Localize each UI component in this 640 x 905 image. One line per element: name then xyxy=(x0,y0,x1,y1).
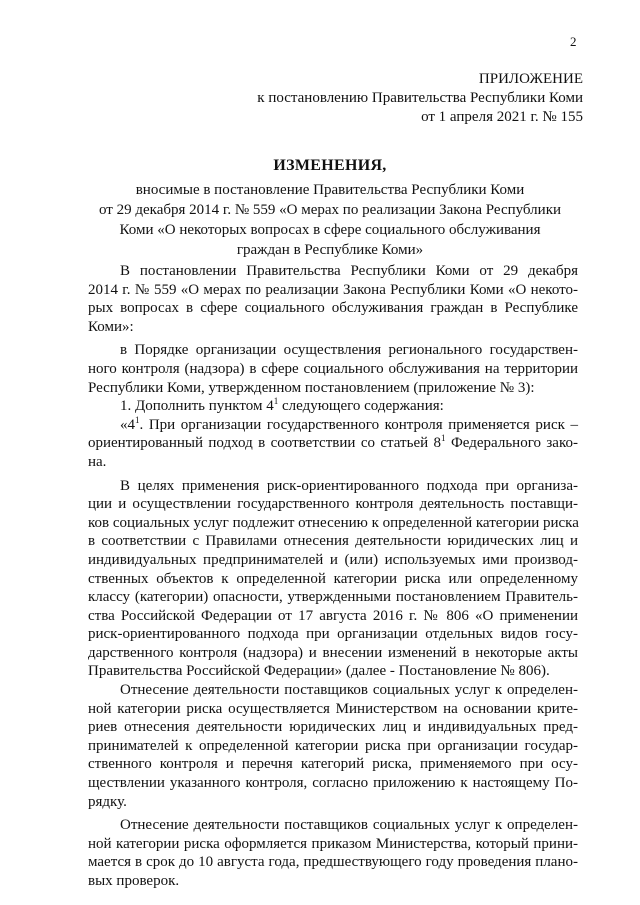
text-line: классу (категории) опасности, утвержденными постановлением Правитель- xyxy=(88,589,578,606)
text-line: Республики Коми, утвержденном постановлением (приложение № 3): xyxy=(88,379,535,396)
title-line: от 29 декабря 2014 г. № 559 «О мерах по реализации Закона Республики xyxy=(98,202,562,218)
text-line: ственного контроля и перечня категорий риска, применяемого при осу- xyxy=(88,756,578,773)
text-fragment: Федерального зако- xyxy=(445,435,578,452)
text-fragment: 1. Дополнить пунктом 4 xyxy=(120,398,274,415)
title-line: Коми «О некоторых вопросах в сфере социального обслуживания xyxy=(119,222,541,238)
paragraph-6 xyxy=(88,681,578,811)
text-line xyxy=(88,416,578,435)
text-line: ства Российской Федерации от 17 августа 2016 г. № 806 «О применении xyxy=(88,607,578,624)
text-line: в соответствии с Правилами отнесения деятельности юридических лиц и xyxy=(88,533,578,550)
text-line: риск-ориентированного подхода при организации отдельных видов госу- xyxy=(88,626,578,643)
text-line: рых вопросах в сфере социального обслуживания граждан в Республике xyxy=(88,300,578,317)
text-line: Коми»: xyxy=(88,318,134,335)
text-line: ции и осуществлении государственного контроля деятельность поставщи- xyxy=(88,496,578,513)
paragraph-3 xyxy=(88,397,578,416)
paragraph-2 xyxy=(88,341,578,397)
text-line: на. xyxy=(88,453,107,470)
superscript: 1 xyxy=(135,414,140,425)
text-line: риев отнесения деятельности юридических лиц и индивидуальных пред- xyxy=(88,719,578,736)
text-fragment: ориентированный подход в соответствии со статьей 8 xyxy=(88,435,442,452)
text-fragment: . При организации государственного контроля применяется риск – xyxy=(139,416,578,433)
paragraph-7 xyxy=(88,816,578,890)
page-number: 2 xyxy=(570,34,577,49)
text-line: принимателей к определенной категории риска при организации государ- xyxy=(88,737,578,754)
title-line: вносимые в постановление Правительства Республики Коми xyxy=(135,182,525,198)
text-line: ного контроля (надзора) в сфере социального обслуживания на территории xyxy=(88,360,578,377)
title-line: граждан в Республике Коми» xyxy=(236,242,424,258)
text-line: мается в срок до 10 августа года, предшествующего году проведения плано- xyxy=(88,854,578,871)
text-line xyxy=(88,397,578,416)
text-line: Отнесение деятельности поставщиков социальных услуг к определен- xyxy=(120,817,578,834)
text-line: ков социальных услуг подлежит отнесению к определенной категории риска xyxy=(88,514,579,531)
text-line: в Порядке организации осуществления регионального государствен- xyxy=(120,342,578,359)
text-line: ществлении указанного контроля, согласно приложению к настоящему По- xyxy=(88,775,578,792)
document-body xyxy=(88,262,578,891)
document-title xyxy=(60,156,600,260)
text-fragment: следующего содержания: xyxy=(278,398,444,415)
appendix-line-2: от 1 апреля 2021 г. № 155 xyxy=(421,109,583,125)
text-line: ной категории риска осуществляется Министерством на основании крите- xyxy=(88,700,578,717)
paragraph-5 xyxy=(88,477,578,682)
title-heading: ИЗМЕНЕНИЯ, xyxy=(273,157,387,174)
text-line: вых проверок. xyxy=(88,873,180,889)
text-line: рядку. xyxy=(88,793,127,810)
text-fragment: «4 xyxy=(120,416,135,433)
text-line: индивидуальных предпринимателей и (или) используемых ими производ- xyxy=(88,551,578,568)
text-line: дарственного контроля (надзора) и внесении изменений в некоторые акты xyxy=(88,644,578,661)
appendix-label: ПРИЛОЖЕНИЕ xyxy=(478,71,583,87)
text-line: 2014 г. № 559 «О мерах по реализации Закона Республики Коми «О некото- xyxy=(88,281,578,298)
paragraph-4 xyxy=(88,416,578,472)
text-line: ственных объектов к определенной категории риска или определенному xyxy=(88,570,578,587)
text-line: Отнесение деятельности поставщиков социальных услуг к определен- xyxy=(120,682,578,699)
paragraph-1 xyxy=(88,262,578,336)
appendix-line-1: к постановлению Правительства Республики Коми xyxy=(257,90,583,106)
superscript: 1 xyxy=(273,396,279,407)
text-line: ной категории риска оформляется приказом Министерства, который прини- xyxy=(88,835,578,852)
text-line xyxy=(88,434,578,453)
superscript: 1 xyxy=(441,433,446,444)
text-line: В целях применения риск-ориентированного подхода при организа- xyxy=(120,477,578,494)
appendix-header xyxy=(257,70,583,127)
text-line: Правительства Российской Федерации» (далее - Постановление № 806). xyxy=(88,663,550,680)
text-line: В постановлении Правительства Республики Коми от 29 декабря xyxy=(120,263,578,279)
